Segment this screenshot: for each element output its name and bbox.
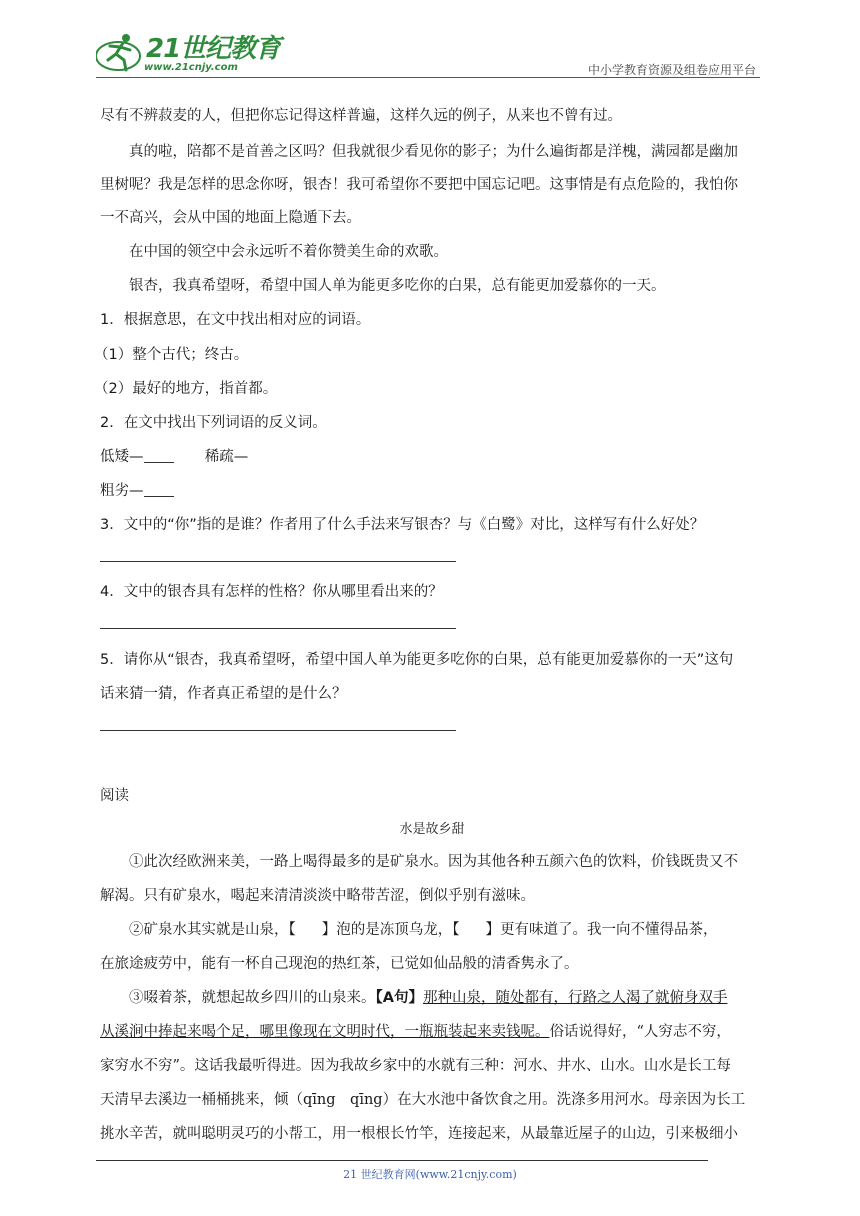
answer-blank[interactable] bbox=[144, 482, 174, 497]
question-3: 3．文中的“你”指的是谁？作者用了什么手法来写银杏？与《白鹭》对比，这样写有什么好处？ bbox=[100, 517, 705, 533]
footer-link[interactable]: 21 世纪教育网(www.21cnjy.com) bbox=[343, 1168, 517, 1181]
passage2-p3-part-b: 俗话说得好，“人穷志不穷， bbox=[549, 1024, 731, 1040]
reading-label: 阅读 bbox=[100, 788, 129, 804]
passage1-p2-line1: 真的啦，陪都不是首善之区吗？但我就很少看见你的影子；为什么遍街都是洋槐，满园都是幽加 bbox=[129, 144, 738, 160]
passage1-p2-line3: 一不高兴，会从中国的地面上隐遁下去。 bbox=[100, 210, 361, 226]
answer-blank[interactable] bbox=[144, 448, 174, 463]
passage2-title: 水是故乡甜 bbox=[399, 822, 465, 837]
passage2-p2-line2: 在旅途疲劳中，能有一杯自己现泡的热红茶，已觉如仙品般的清香隽永了。 bbox=[100, 956, 579, 972]
question-5-line2: 话来猜一猜，作者真正希望的是什么？ bbox=[100, 686, 347, 702]
question-4: 4．文中的银杏具有怎样的性格？你从哪里看出来的？ bbox=[100, 584, 443, 600]
antonym-low: 低矮— bbox=[100, 449, 144, 465]
passage1-p2-line2: 里树呢？我是怎样的思念你呀，银杏！我可希望你不要把中国忘记吧。这事情是有点危险的，我怕你 bbox=[100, 177, 738, 193]
passage2-p3-line3: 家穷水不穷”。这话我最听得进。因为我故乡家中的水就有三种：河水、井水、山水。山水是长工每 bbox=[100, 1058, 731, 1074]
page-header bbox=[96, 28, 760, 78]
passage2-p2-part-b: 】泡的是冻顶乌龙，【 bbox=[321, 922, 460, 938]
passage2-p1-line2: 解渴。只有矿泉水，喝起来清清淡淡中略带苦涩，倒似乎别有滋味。 bbox=[100, 888, 535, 904]
passage2-p2-line1 bbox=[100, 918, 718, 939]
question-1-2: （2）最好的地方，指首都。 bbox=[94, 381, 278, 397]
answer-line-q4[interactable] bbox=[100, 628, 456, 629]
question-1: 1．根据意思，在文中找出相对应的词语。 bbox=[100, 312, 371, 328]
question-2: 2．在文中找出下列词语的反义词。 bbox=[100, 415, 327, 431]
passage2-p3-line4: 天清早去溪边一桶桶挑来，倾（qīng qīng）在大水池中备饮食之用。洗涤多用河水。母亲因为长工 bbox=[100, 1092, 746, 1108]
passage2-p3-line1 bbox=[100, 986, 727, 1007]
passage2-p2-part-c: 】更有味道了。我一向不懂得品茶， bbox=[485, 922, 718, 938]
question-1-1: （1）整个古代；终古。 bbox=[94, 347, 249, 363]
passage2-p1-line1: ①此次经欧洲来美，一路上喝得最多的是矿泉水。因为其他各种五颜六色的饮料，价钱既贵又不 bbox=[129, 854, 738, 870]
antonym-sparse: 稀疏— bbox=[204, 449, 249, 465]
passage2-p3-line2 bbox=[100, 1020, 731, 1041]
question-2-row1 bbox=[100, 445, 248, 466]
sentence-a-tag: 【A句】 bbox=[375, 990, 423, 1006]
logo-url: www.21cnjy.com bbox=[144, 62, 238, 73]
question-2-row2 bbox=[100, 479, 174, 500]
antonym-crude: 粗劣— bbox=[100, 483, 144, 499]
passage1-p4: 银杏，我真希望呀，希望中国人单为能更多吃你的白果，总有能更加爱慕你的一天。 bbox=[129, 278, 666, 294]
platform-name: 中小学教育资源及组卷应用平台 bbox=[587, 63, 756, 77]
logo-text: 21世纪教育 bbox=[146, 34, 281, 64]
answer-line-q3[interactable] bbox=[100, 561, 456, 562]
passage1-p3: 在中国的领空中会永远听不着你赞美生命的欢歌。 bbox=[129, 244, 448, 260]
passage2-p2-part-a: ②矿泉水其实就是山泉，【 bbox=[129, 922, 296, 938]
passage2-p3-part-a: ③啜着茶，就想起故乡四川的山泉来。 bbox=[129, 990, 376, 1006]
sentence-a-underlined-1: 那种山泉，随处都有，行路之人渴了就俯身双手 bbox=[422, 990, 728, 1006]
passage2-p3-line5: 挑水辛苦，就叫聪明灵巧的小帮工，用一根根长竹竿，连接起来，从最靠近屋子的山边，引来极细小 bbox=[100, 1126, 738, 1142]
question-5-line1: 5．请你从“银杏，我真希望呀，希望中国人单为能更多吃你的白果，总有能更加爱慕你的一天”这句 bbox=[100, 652, 734, 668]
footer-divider bbox=[96, 1160, 708, 1161]
sentence-a-underlined-2: 从溪涧中捧起来喝个足，哪里像现在文明时代，一瓶瓶装起来卖钱呢。 bbox=[100, 1024, 550, 1040]
passage1-p1: 尽有不辨菽麦的人，但把你忘记得这样普遍，这样久远的例子，从来也不曾有过。 bbox=[100, 108, 622, 124]
header-divider bbox=[96, 77, 760, 78]
answer-line-q5[interactable] bbox=[100, 730, 456, 731]
